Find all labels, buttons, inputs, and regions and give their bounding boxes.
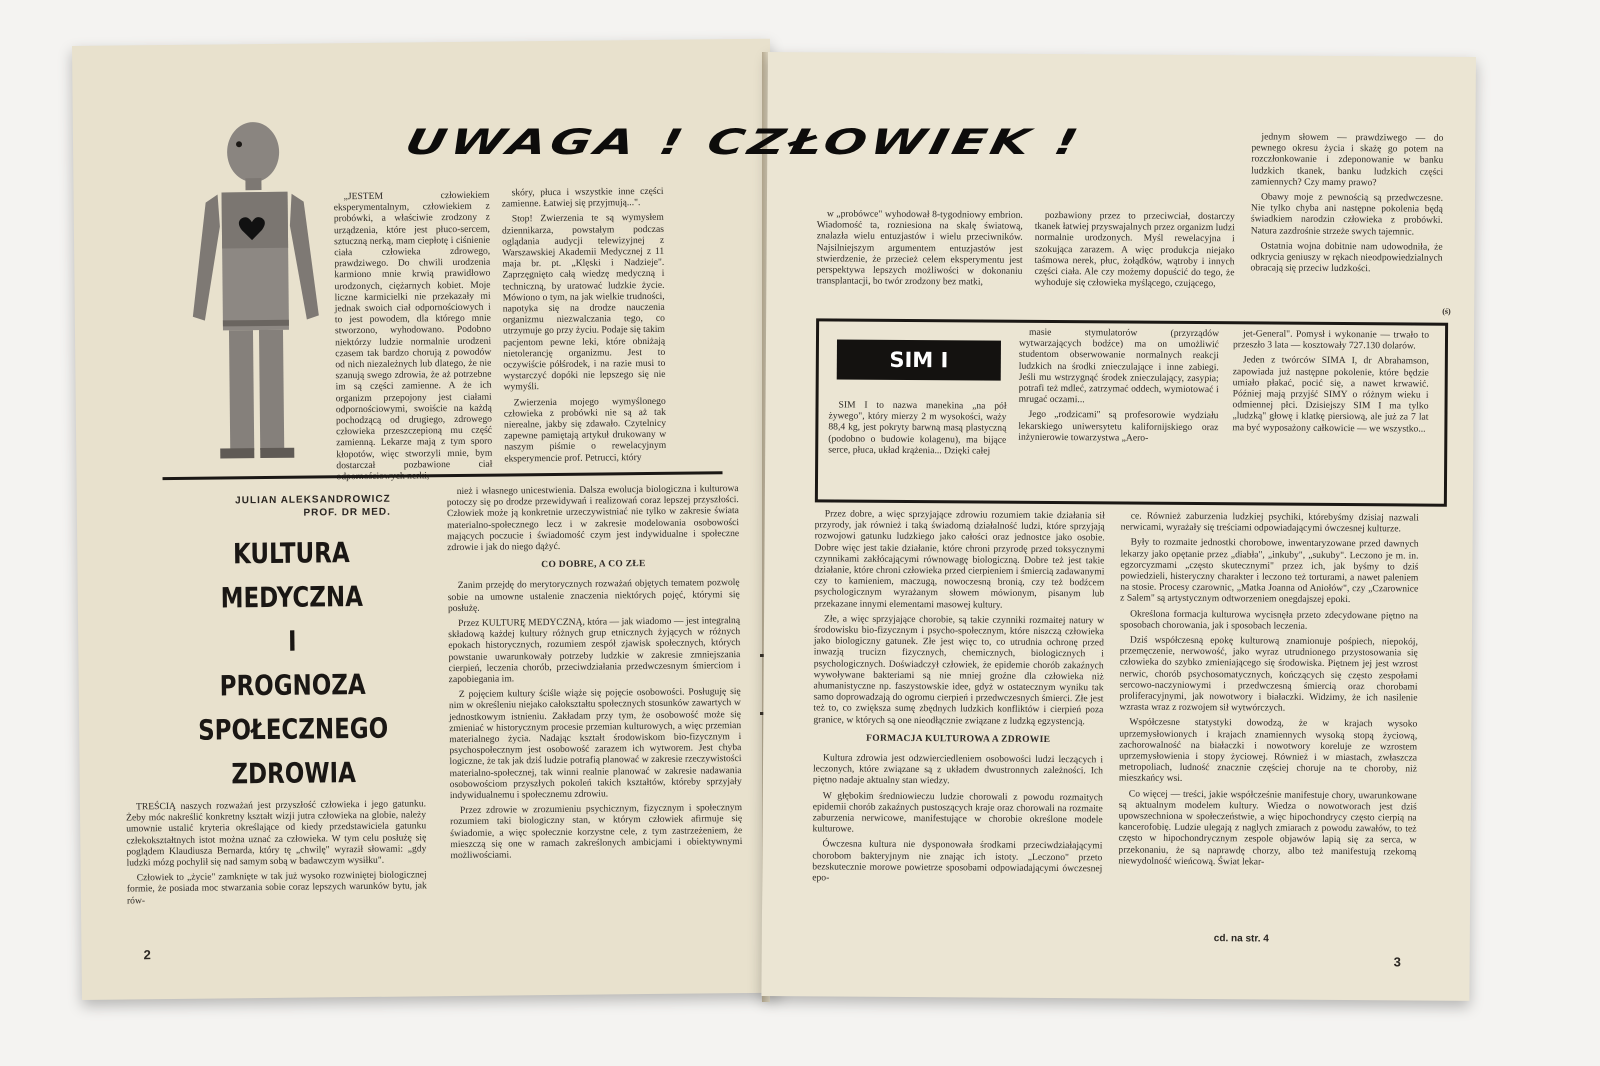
box-title: SIM I	[837, 339, 1001, 380]
body-column-1	[812, 508, 1105, 889]
right-page	[761, 52, 1476, 1001]
title-line: PROGNOZA	[219, 667, 366, 703]
intro-column-2	[502, 186, 667, 469]
body-paragraph: Przez dobre, a więc sprzyjające zdrowiu rozumiem takie działania sił przyrody, jak również i taką świadomą działalność ludzi, które sprzyjają rozwojowi gatunku ludzkiego jako całości oraz jednostce jako osobie. Dobre więc jest takie działanie, które chroni przyrodę przed toksycznymi czynnikami zakłócającymi równowagę biologiczną. Dobre też jest takie działanie, które chroni człowieka przed cierpieniem i śmiercią zadawanymi czy to kamieniem, maczugą, nowoczesną bronią, czy też bodźcem psychologicznym wyrażanym słowem mówionym, pisanym lub przekazane innymi elementami masowej kultury.	[814, 508, 1105, 611]
author-signature: (ś)	[1442, 306, 1451, 316]
box-column-1	[828, 399, 1006, 460]
intro-paragraph: Stop! Zwierzenia te są wymysłem dziennikarza, powstałym podczas oglądania audycji telewizyjnej z Warszawskiej Akademii Medycznej z 11 maja br. pt. „Klęski i Nadzieje". Zaprzęgnięto całą wiedzę medyczną i techniczną, by uratować ludzkie życie. Mówiono o tym, na jak wielkie trudności, napotyka się na drodze nauczenia organizmu niezwalczania tego, co utrzymuje go przy życiu. Podaje się takim pacjentom pewne leki, które obniżają nietolerancję organizmu. Jest to oczywiście półśrodek, i na razie musi to wystarczyć dopóki nie lepszego się nie wymyśli.	[501, 212, 666, 393]
box-paragraph: Jego „rodzicami" są profesorowie wydziału lekarskiego uniwersytetu kalifornijskiego oraz inżynierowie towarzystwa „Aero-	[1018, 409, 1219, 444]
title-line: I	[287, 624, 297, 658]
body-paragraph: Dziś współczesną epokę kulturową znamionuje pośpiech, niepokój, przemęczenie, nerwowość, jako wyraz utrudnionego przystosowania się człowieka do szybko zmieniającego się środowiska. Piętnem jej jest wzrost nerwic, chorób psychosomatycznych, kończących się często zespołami sercowo-naczyniowymi i przedwczesną śmiercią oraz chorobami proliferacyjnymi, jak nowotwory i białaczki. Widzimy, że ich nasilenie wzrasta wraz z rozwojem sił wytwórczych.	[1119, 634, 1418, 714]
top-column-3	[1250, 131, 1443, 279]
intro-paragraph: Zwierzenia mojego wymyślonego człowieka z probówki nie są aż tak nierealne, jakby się zdawało. Czytelnicy zapewne pamiętają artykuł drukowany w naszym piśmie o rewelacyjnym eksperymencie prof. Petrucci, który	[503, 395, 667, 465]
body-paragraph: Były to rozmaite jednostki chorobowe, inwentaryzowane przed dawnych lekarzy jako opętanie przez „diabła", „inkuby", „sukuby". Leczono je m. in. egzorcyzmami „często skutecznymi" przez ich, jak byśmy to dziś powiedzieli, histeryczny charakter i leczono też torturami, a nawet paleniem na stosie. Procesy czarownic, „Matka Joanna od Aniołów", czy „Czarownice z Salem" są artystycznym odtworzeniem onegdajszej epoki.	[1120, 536, 1419, 606]
box-column-3	[1232, 328, 1429, 438]
intro-column-1	[334, 190, 493, 487]
author-title: PROF. DR MED.	[303, 506, 391, 519]
human-figure-illustration	[181, 115, 325, 468]
body-paragraph: w „probówce" wyhodował 8-tygodniowy embrion. Wiadomość ta, rozniesiona na skalę światową, znalazła wielu entuzjastów i wielu przeciwników. Najsilniejszym argumentem entuzjastów jest stwierdzenie, że przecież celem eksperymentu jest perspektywa lepszych możliwości w dokonaniu transplantacji, bo twór zrodzony bez matki,	[816, 208, 1023, 288]
intro-paragraph: skóry, płuca i wszystkie inne części zamienne. Łatwiej się przyjmują...".	[501, 185, 664, 210]
body-paragraph: Zanim przejdę do merytorycznych rozważań objętych tematem pozwolę sobie na umowne ustalenie znaczenia niektórych pojęć, którymi się posłużę.	[447, 577, 740, 614]
box-paragraph: SIM I to nazwa manekina „na pół żywego", który mierzy 2 m wysokości, waży 88,4 kg, jest pokryty barwną masą plastyczną (podobno o budowie kolagenu), ma bijące serce, płuca, układ krążenia... Dzięki całej	[828, 399, 1007, 457]
title-line: SPOŁECZNEGO	[197, 711, 389, 747]
author-byline	[181, 493, 391, 521]
box-paragraph: Jeden z twórców SIMA I, dr Abrahamson, zapowiada już następne pokolenie, które będzie umiało płakać, pocić się, a nawet krwawić. Później mają przyjść SIMY o różnym wieku i odmiennej płci. Dzisiejszy SIM I ma tylko „ludzką" głowę i klatkę piersiową, ale już za 7 lat ma być wyposażony całkowicie — we wszystko...	[1232, 354, 1429, 435]
body-column-2	[1118, 510, 1419, 872]
body-paragraph: Współczesne statystyki dowodzą, że w krajach wysoko uprzemysłowionych i krajach znamiennych wysoką stopą życiową, zachorowalność na białaczki i nowotwory koreluje ze wzrostem uprzemysłowienia i stopy życiowej. Również i w miastach, zwłaszcza metropoliach, ludność znacznie częściej choruje na te choroby, niż mieszkańcy wsi.	[1118, 716, 1418, 785]
box-paragraph: jet-General". Pomysł i wykonanie — trwało to przeszło 3 lata — kosztowały 727.130 dolarów.	[1232, 328, 1430, 352]
box-column-2	[1018, 327, 1219, 448]
body-paragraph: Ówczesna kultura nie dysponowała środkami przeciwdziałającymi chorobom bakteryjnym nie znając ich istoty. „Leczono" przeto bezskutecznie morowe powietrze sposobami odpowiadającymi ówczesnej epo-	[812, 838, 1103, 884]
author-name: JULIAN ALEKSANDROWICZ	[235, 493, 391, 507]
body-column-2	[447, 483, 743, 865]
box-paragraph: masie stymulatorów (przyrządów wytwarzających bodźce) ma on umożliwić studentom obserwowanie normalnych reakcji ludzkich na środki znieczulające i inne zabiegi. Jeśli mu wstrzygnąć środek znieczulający, zasypia; potrafi też mdleć, zatrzymać oddech, wymiotować i mrugać oczami...	[1018, 326, 1220, 406]
top-column-1	[816, 208, 1023, 292]
body-paragraph: Obawy moje z pewnością są przedwczesne. Nie tylko chyba ani następne pokolenia będą świadkiem narodzin człowieka z probówki. Natura zazdrośnie strzeże swych tajemnic.	[1250, 191, 1444, 238]
body-paragraph: pozbawiony przez to przeciwciał, dostarczy tkanek łatwiej przyswajalnych przez organizm ludzi normalnie urodzonych. Myśl rewelacyjna i szokująca zarazem. A więc produkcja niejako taśmowa nerek, płuc, żołądków, wątroby i innych części ciała. Ale czy możemy dopuścić do tego, że wyhoduje się człowieka myślącego, czującego,	[1034, 209, 1235, 290]
article-title	[168, 530, 417, 797]
page-number: 3	[1393, 954, 1401, 970]
intro-paragraph: „JESTEM człowiekiem eksperymentalnym, człowiekiem z probówki, a właściwie zrodzony z urządzenia, które jest płuco-sercem, sztuczną nerką, mam ciepłotę i ciśnienie ciała człowieka zdrowego, prawdziwego. Do chwili urodzenia karmiono mnie krwią prawidłowo urodzonych, ciężarnych kobiet. Moje liczne karmicielki nie przekazały mi jednak swoich ciał odpornościowych i to jest powodem, dla którego mnie stworzono, wyhodowano. Podobno niektórzy ludzie normalnie urodzeni czasem tak bardzo chorują z powodów od nich niezależnych lub dlatego, że nie szanują swego zdrowia, że aż potrzebne im są części zamienne. A że ich organizm przepojony jest ciałami odpornościowymi, swoiście na każdą pochodzącą od drugiego, zdrowego człowieka przeszczepioną mu część zamienną. Lekarze mają z tym sporo kłopotów, więc stworzyli mnie, bym dostarczał pozbawione ciał	[333, 189, 493, 472]
body-paragraph: Złe, a więc sprzyjające chorobie, są takie czynniki rozmaitej natury w środowisku bio-fizycznym i psycho-społecznym, które niszczą człowieka jako biologiczny gatunek. Złe jest więc to, co utrudnia ochronę przed inwazją trucizn fizycznych, chemicznych, biologicznych i psychologicznych. Doświadczył człowiek, że epidemie chorób zakaźnych wywoływane bakteriami są nie mniej groźne dla człowieka niż ahumanistyczne np. faszystowskie idee, gdyż w ostatecznym wyniku tak samo doprowadzają do ogromu cierpień i przedwczesnych śmierci. Złe jest też to, co zwiększa sumę zbędnych ludzkich konfliktów i cierpień poza granice, w których są one nieodłącznie związane z ludzką egzystencją.	[813, 613, 1105, 727]
spread-headline: UWAGA ! CZŁOWIEK !	[401, 122, 1086, 163]
section-subheading: CO DOBRE, A CO ZŁE	[541, 559, 646, 571]
body-paragraph: Człowiek to „życie" zamknięte w tak już wysoko rozwiniętej biologicznej formie, że posiada moc stwarzania sobie coraz lepszych warunków bytu, jak rów-	[126, 869, 427, 907]
body-paragraph: Przez KULTURĘ MEDYCZNĄ, która — jak wiadomo — jest integralną składową każdej kultury różnych grup etnicznych żyjących w różnych epokach historycznych, rozumiem zespół zjawisk społecznych, których powstanie uwarunkowały potrzeby ludzkie w zakresie zmniejszania cierpień, leczenia chorób, przeciwdziałania przedwczesnym śmierciom i zapobiegania im.	[448, 615, 741, 686]
body-paragraph: Określona formacja kulturowa wycisnęła przeto zdecydowane piętno na sposobach chorowania, jak i sposobach leczenia.	[1119, 608, 1419, 632]
body-paragraph: ce. Również zaburzenia ludzkiej psychiki, którebyśmy dzisiaj nazwali nerwicami, wyrażały się treściami odpowiadającymi ówczesnej kulturze.	[1120, 510, 1419, 535]
sim-info-box	[815, 318, 1448, 506]
left-page	[72, 39, 780, 1000]
title-line: ZDROWIA	[231, 756, 357, 791]
body-paragraph: jednym słowem — prawdziwego — do pewnego okresu życia i skażę go potem na rozczłonkowanie i zdeponowanie w banku ludzkich tkanek, banku ludzkich części zamiennych? Czy mamy prawo?	[1251, 131, 1444, 189]
body-paragraph: Przez zdrowie w zrozumieniu psychicznym, fizycznym i społecznym rozumiem taki biologiczny stan, w którym człowiek afirmuje się świadomie, a więc społecznie korzystne cele, z tym zastrzeżeniem, że mieszczą się one w ramach zakreślonych ambicjami i obiektywnymi możliwościami.	[450, 802, 743, 862]
page-number: 2	[143, 947, 151, 963]
body-paragraph: W głębokim średniowieczu ludzie chorowali z powodu rozmaitych epidemii chorób zakaźnych pustoszących kraje oraz chorowali na rozmaite zaburzenia nerwicowe, manifestujące w chorobie określone modele kulturowe.	[812, 790, 1103, 835]
body-paragraph: Kultura zdrowia jest odzwierciedleniem osobowości ludzi leczących i leczonych, które związane są z układem dwustronnych zależności. Ich piętno nadaje aktualny stan wiedzy.	[812, 752, 1104, 787]
title-line: MEDYCZNA	[220, 579, 364, 615]
body-column-1	[126, 798, 427, 910]
body-paragraph: TREŚCIĄ naszych rozważań jest przyszłość człowieka i jego gatunku. Żeby móc nakreślić konkretny kształt wizji jutra człowieka na globie, należy umownie ustalić kryteria określające od kiedy przedstawiciela gatunku człekokształtnych istot można uznać za człowieka. W tym celu posłużę się poglądem Klaudiusza Bernarda, który tę „chwilę" wyraził słowami: „gdy ludzki mózg pochylił się nad samym sobą w badawczym wysiłku".	[126, 798, 427, 869]
body-paragraph: Ostatnia wojna dobitnie nam udowodniła, że odkrycia geniuszy w rękach nieodpowiedzialnych obracają się przeciw ludzkości.	[1250, 240, 1443, 275]
title-line: KULTURA	[232, 536, 350, 571]
body-paragraph: nież i własnego unicestwienia. Dalsza ewolucja biologiczna i kulturowa potoczy się po drodze przewidywań i realizowań coraz lepszej przyszłości. Człowiek może ją konkretnie urzeczywistniać nie tylko w zakresie świata materialno-społecznego lecz i w zakresie modelowania osobowości mających poczucie i świadomość czym jest indywidualne i społeczne zdrowie i jak do niego dążyć.	[446, 483, 740, 554]
continued-note: cd. na str. 4	[1213, 933, 1269, 945]
body-paragraph: Z pojęciem kultury ściśle wiąże się pojęcie osobowości. Posługuję się nim w określeniu niejako całokształtu społecznych stosunków zawartych w jednostkowym istnieniu. Zakładam przy tym, że osobowość może się zmieniać w historycznym procesie przemian kulturowych, a więc przemian materialnego życia. Nadając kształt środowiskom bio-fizycznym i psychospołecznym jest osobowość zarazem ich wytworem. Jest chyba logiczne, że tak jak dziś ludzie potrafią planować w zakresie rzeczywistości materialno-społecznej, tak winni realnie planować w zakresie nadawania osobowościom przyszłych pokoleń takich kształtów, któreby sprzyjały indywidualnemu i społecznemu zdrowiu.	[448, 686, 742, 802]
body-paragraph: Co więcej — treści, jakie współcześnie manifestuje chory, uwarunkowane są aktualnym modelem kultury. Wiedza o nowotworach jest dziś upowszechniona w społeczeństwie, a więc hipochondrycy często cierpią na kancerofobię. Ludzie ulegają z naglych zmiarach z powodu zawałów, to też często w hipochondrycznym zespole objawów lapią się za serca, w przekonaniu, że są naprawdę chorzy, albo też manifestują rzekomą niewydolność wieńcową. Świat lekar-	[1118, 788, 1417, 868]
top-column-2	[1034, 210, 1235, 294]
section-subheading: FORMACJA KULTUROWA A ZDROWIE	[866, 733, 1051, 745]
